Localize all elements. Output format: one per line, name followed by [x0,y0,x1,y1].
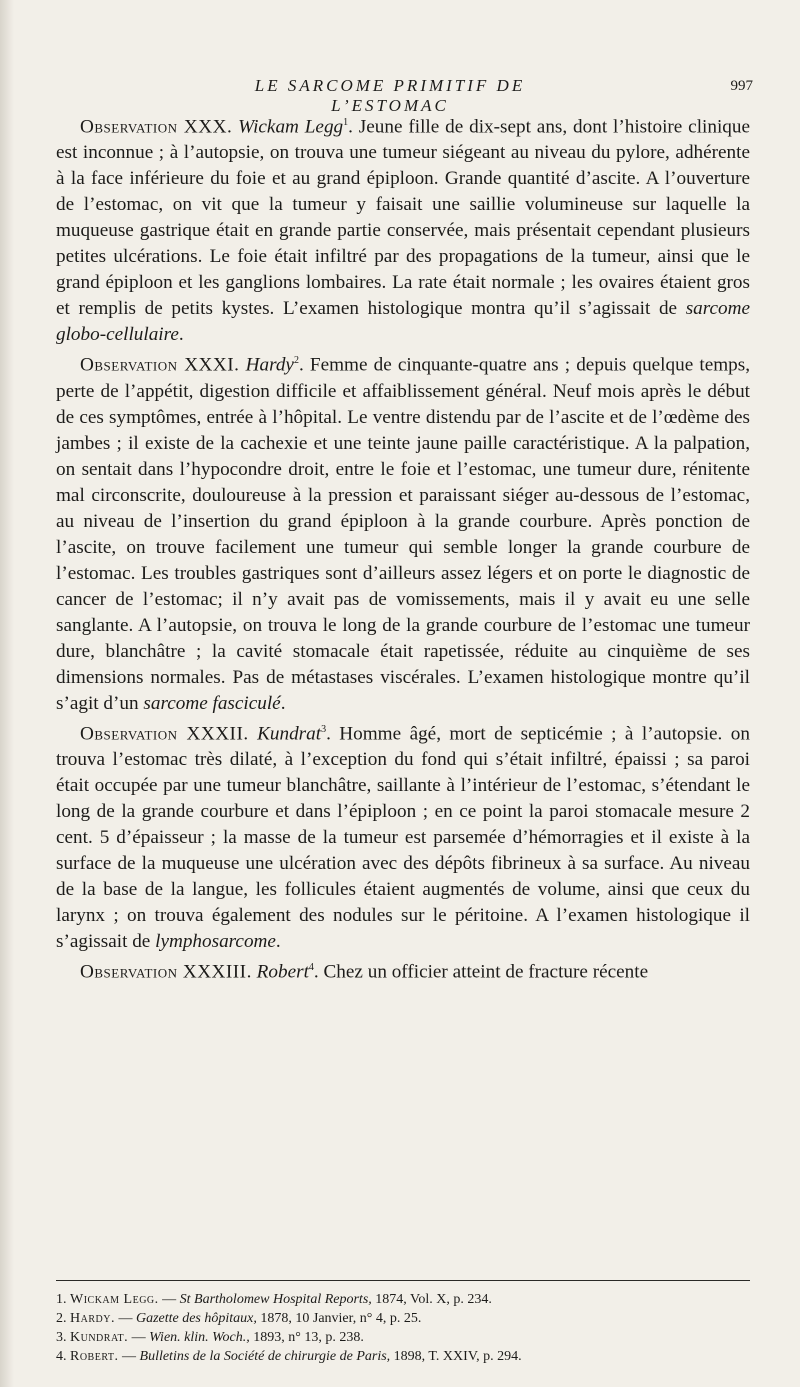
footnote-details: 1893, n° 13, p. 238. [249,1330,364,1345]
diagnosis-term: sarcome globo-cellulaire [56,298,750,346]
diagnosis-term: lymphosarcome [155,931,276,953]
footnote-ref: 1 [343,117,349,128]
page-gutter-shadow [0,0,14,1387]
observation-text-end: . [280,692,286,714]
footnote-author: Robert. [70,1349,119,1364]
observation-31 [56,348,750,716]
footnote-author: Kundrat. [70,1330,129,1345]
observation-author: Kundrat [257,723,322,745]
footnote-details: 1898, T. XXIV, p. 294. [390,1349,522,1364]
footnote-3: 3. Kundrat. — Wien. klin. Woch., 1893, n° 13, p. 238. [56,1330,364,1345]
observation-30 [56,110,750,348]
observation-author: Robert [256,961,309,983]
footnote-ref: 2 [293,355,299,367]
footnote-ref: 3 [321,723,327,735]
observation-label: Observation XXXII. [80,723,249,745]
running-head [0,70,800,115]
observation-author: Hardy [245,354,294,376]
observation-label: Observation XXX. [80,116,233,138]
footnote-1: 1. Wickam Legg. — St Bartholomew Hospital Reports, 1874, Vol. X, p. 234. [56,1292,492,1307]
footnote-4: 4. Robert. — Bulletins de la Société de chirurgie de Paris, 1898, T. XXIV, p. 294. [56,1349,522,1364]
observation-author: Wickam Legg [238,116,344,138]
observation-text: . Femme de cinquante-quatre ans ; depuis quelque temps, perte de l’appétit, digestion difficile et affaiblissement général. Neuf mois après le début de ces symptômes, entrée à l’hôpital. Le ventre distendu par de l’ascite et de l’œdème des jambes ; il existe de la cachexie et une teinte jaune paille caractéristique. A la palpation, on sentait dans l’hypocondre droit, entre le foie et l’estomac, une tumeur dure, rénitente mal circonscrite, douloureuse à la pression et paraissant siéger au-dessous de l’estomac, au niveau de l’insertion du grand épiploon à la grande courbure. Après ponction de l’ascite, on trouve facilement une tumeur qui semble longer la grande courbure de l’estomac. Les troubles gastriques sont d’ailleurs assez légers et on porte le diagnostic de cancer de l’estomac; il n’y avait pas de vomissements, mais il y avait eu une selle sanglante. A l’autopsie, on trouva le long de la grande courbure de l’estomac une tumeur dure, blanchâtre ; la cavité stomacale était rapetissée, réduite au cinquième de ses dimensions normales. Pas de métastases viscérales. L’examen histologique montre qu’il s’agit d’un [56,354,751,714]
observation-text-end: . [275,931,281,953]
observation-label: Observation XXXI. [80,354,240,376]
footnote-divider [56,1280,750,1281]
footnote-source: Gazette des hôpitaux, [135,1311,257,1326]
footnote-2: 2. Hardy. — Gazette des hôpitaux, 1878, 10 Janvier, n° 4, p. 25. [56,1311,422,1326]
observation-text: . Homme âgé, mort de septicémie ; à l’autopsie. on trouva l’estomac très dilaté, à l’exception du fond qui s’était infiltré, épaissi ; sa paroi était occupée par une tumeur blanchâtre, saillante à l’intérieur de l’estomac, s’étendant le long de la grande courbure et dans l’épiploon ; en ce point la paroi stomacale mesure 2 cent. 5 d’épaisseur ; la masse de la tumeur est parsemée d’hémorragies et il existe à la surface de la muqueuse une ulcération avec des dépôts fibrineux à sa surface. Au niveau de la base de la langue, les follicules étaient augmentés de volume, ainsi que ceux du larynx ; on trouva également des nodules sur le péritoine. A l’examen histologique il s’agissait de [56,723,750,953]
observation-33 [56,955,750,985]
footnote-ref: 4 [308,962,314,974]
observation-32 [56,717,750,955]
observation-text: . Jeune fille de dix-sept ans, dont l’histoire clinique est inconnue ; à l’autopsie, on trouva une tumeur siégeant au niveau du pylore, adhérente à la face inférieure du foie et au grand épiploon. Grande quantité d’ascite. A l’ouverture de l’estomac, on vit que la tumeur y faisait une saillie volumineuse sur laquelle la muqueuse gastrique était en grande partie conservée, mais présentait cependant plusieurs petites ulcérations. Le foie était infiltré par des propagations de la tumeur, ainsi que le grand épiploon et les ganglions lombaires. La rate était normale ; les ovaires étaient gros et remplis de petits kystes. L’examen histologique montra qu’il s’agissait de [56,116,750,320]
footnote-number: 2. [56,1311,67,1326]
footnote-source: Bulletins de la Société de chirurgie de Paris, [139,1349,391,1364]
page-number: 997 [730,78,753,94]
observation-text: . Chez un officier atteint de fracture récente [313,961,649,983]
observation-text-end: . [178,324,184,346]
body-text [56,110,750,986]
diagnosis-term: sarcome fasciculé [143,692,281,714]
footnote-details: 1878, 10 Janvier, n° 4, p. 25. [256,1311,422,1326]
footnote-number: 1. [56,1292,67,1307]
footnotes [56,1290,750,1366]
footnote-author: Hardy. [70,1311,115,1326]
footnote-number: 3. [56,1330,67,1345]
footnote-source: St Bartholomew Hospital Reports, [179,1292,372,1307]
footnote-author: Wickam Legg. [70,1292,159,1307]
observation-label: Observation XXXIII. [80,961,252,983]
footnote-source: Wien. klin. Woch., [149,1330,250,1345]
footnote-number: 4. [56,1349,67,1364]
footnote-details: 1874, Vol. X, p. 234. [371,1292,492,1307]
running-title: LE SARCOME PRIMITIF DE L’ESTOMAC [254,76,526,115]
